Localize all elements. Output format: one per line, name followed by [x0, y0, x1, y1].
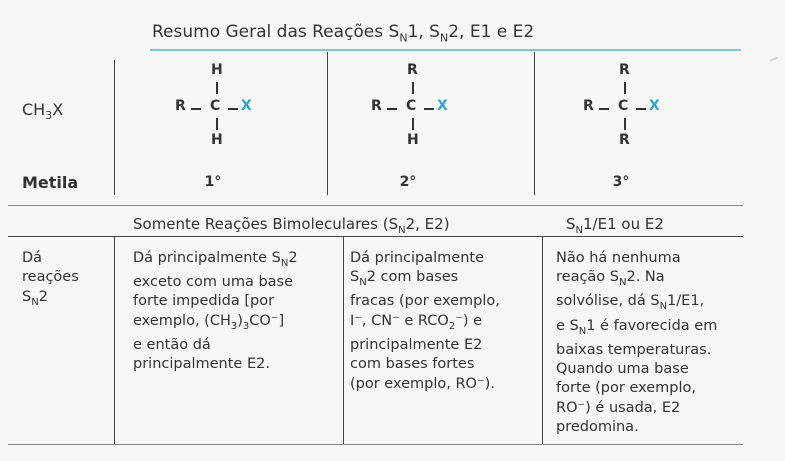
cell-primary-line: exceto com uma base [133, 274, 294, 291]
structure-tertiary-bond-left [599, 108, 609, 110]
structure-primary-center: C [210, 98, 221, 114]
table-title: Resumo Geral das Reações $S_N1$, $S_N2$, E1 e E2 [152, 22, 535, 45]
degree-primary: 1° [204, 174, 222, 190]
subheader-tertiary: $S_N1/E1$ ou E2 [566, 215, 664, 236]
structure-tertiary-bond-right [636, 108, 646, 110]
row-divider-subheader [8, 236, 743, 237]
structure-primary-left: R [175, 98, 186, 114]
row-divider-structures [8, 205, 743, 206]
structure-tertiary-bond-bottom [624, 118, 626, 130]
column-divider-1 [114, 60, 115, 195]
cell-tertiary [556, 249, 717, 437]
structure-secondary [371, 62, 511, 182]
cell-tertiary-line: Não há nenhuma [556, 250, 681, 266]
cell-tertiary-line: solvólise, dá $S_N1/E1$, [556, 293, 705, 313]
cell-tertiary-line: reação $S_N2$. Na [556, 269, 665, 289]
structure-secondary-bond-left [387, 108, 397, 110]
substrate-label: $CH_3X$ [22, 100, 64, 123]
structure-tertiary-x: X [649, 98, 660, 114]
structure-secondary-left: R [371, 98, 382, 114]
cell-secondary-line: principalmente E2 [350, 336, 483, 353]
cell-secondary-line: (por exemplo, RO⁻). [350, 375, 495, 392]
degree-secondary: 2° [399, 174, 417, 190]
structure-secondary-bottom: H [407, 132, 419, 148]
structure-tertiary-left: R [583, 98, 594, 114]
class-label-methyl: Metila [22, 173, 79, 192]
cell-tertiary-line: baixas temperaturas. [556, 341, 712, 358]
cell-primary-line: Dá principalmente $S_N2$ [133, 250, 298, 269]
structure-tertiary-center: C [618, 98, 629, 114]
cell-secondary-line: com bases fortes [350, 356, 475, 373]
title-underline [150, 49, 741, 51]
structure-secondary-x: X [437, 98, 448, 114]
cell-tertiary-line: Quando uma base [556, 361, 689, 378]
degree-tertiary: 3° [612, 174, 630, 190]
subheader-bimolecular: Somente Reações Bimoleculares ($S_N2$, E2) [133, 215, 450, 236]
structure-secondary-center: C [406, 98, 417, 114]
cell-tertiary-line: e $S_N1$ é favorecida em [556, 317, 718, 337]
structure-primary-top: H [211, 62, 223, 78]
structure-secondary-bond-right [424, 108, 434, 110]
structure-secondary-bond-bottom [412, 118, 414, 130]
cell-primary-line: forte impedida [por [133, 293, 275, 310]
cell-primary-line: e então dá [133, 336, 211, 353]
cell-secondary-line: I⁻, CN⁻ e $RCO_2^-$) e [350, 312, 483, 332]
structure-primary [175, 62, 315, 182]
column-divider-3-lower [542, 237, 543, 444]
cell-tertiary-line: RO⁻) é usada, E2 [556, 399, 681, 416]
column-divider-2-lower [343, 237, 344, 444]
column-divider-1-lower [114, 237, 115, 444]
structure-tertiary-bottom: R [619, 132, 630, 148]
structure-primary-bond-top [216, 82, 218, 94]
page-edge-mark [770, 57, 778, 62]
structure-secondary-bond-top [412, 82, 414, 94]
structure-tertiary-top: R [619, 62, 630, 78]
cell-tertiary-line: forte (por exemplo, [556, 380, 697, 397]
column-divider-2 [327, 52, 328, 195]
structure-primary-bond-left [191, 108, 201, 110]
structure-primary-bond-right [228, 108, 238, 110]
cell-secondary-line: $S_N2$ com bases [350, 269, 459, 289]
structure-tertiary [583, 62, 723, 182]
cell-secondary [350, 249, 500, 394]
structure-primary-bottom: H [211, 132, 223, 148]
reaction-label: Dá reações $S_N2$ [22, 250, 79, 308]
structure-primary-bond-bottom [216, 118, 218, 130]
structure-primary-x: X [241, 98, 252, 114]
structure-tertiary-bond-top [624, 82, 626, 94]
cell-secondary-line: Dá principalmente [350, 250, 485, 266]
cell-primary [133, 249, 298, 375]
cell-secondary-line: fracas (por exemplo, [350, 293, 500, 310]
column-divider-3 [534, 52, 535, 195]
cell-primary-line: exemplo, $(CH_3)_3CO^-$] [133, 312, 285, 332]
table-bottom-rule [8, 444, 743, 445]
cell-tertiary-line: predomina. [556, 419, 639, 436]
cell-primary-line: principalmente E2. [133, 356, 270, 373]
structure-secondary-top: R [407, 62, 418, 78]
